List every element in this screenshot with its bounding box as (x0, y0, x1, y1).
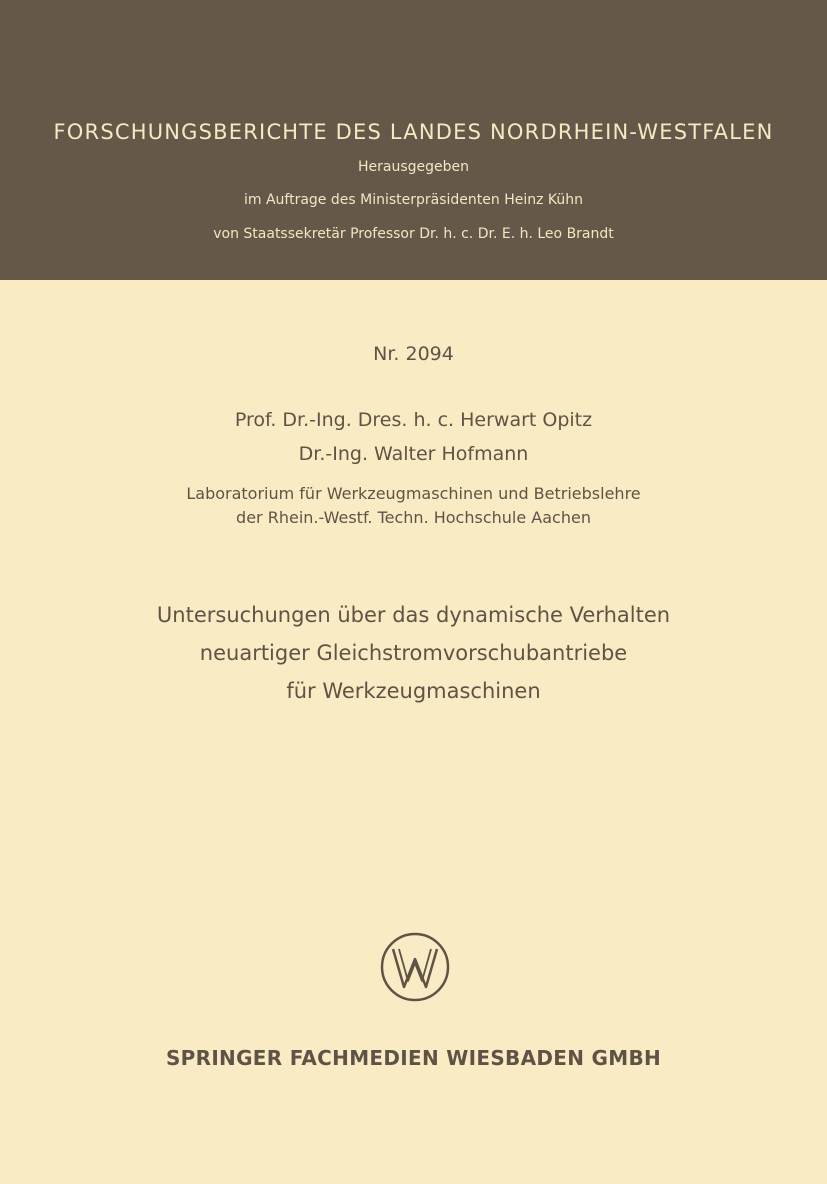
institute-line-1: Laboratorium für Werkzeugmaschinen und Betriebslehre (186, 484, 641, 503)
publisher-name: SPRINGER FACHMEDIEN WIESBADEN GMBH (165, 1046, 662, 1070)
editor-line-secretary: von Staatssekretär Professor Dr. h. c. Dr. E. h. Leo Brandt (213, 226, 614, 242)
report-number: Nr. 2094 (373, 343, 454, 365)
author-hofmann: Dr.-Ing. Walter Hofmann (298, 443, 529, 465)
series-title: FORSCHUNGSBERICHTE DES LANDES NORDRHEIN-WESTFALEN (53, 120, 774, 144)
editor-line-commission: im Auftrage des Ministerpräsidenten Heinz Kühn (243, 192, 584, 208)
report-title-line-1: Untersuchungen über das dynamische Verhalten (156, 603, 671, 627)
report-title-line-3: für Werkzeugmaschinen (286, 679, 541, 703)
editor-line-published: Herausgegeben (357, 159, 469, 175)
report-title-line-2: neuartiger Gleichstromvorschubantriebe (199, 641, 628, 665)
header-band (0, 0, 827, 280)
author-opitz: Prof. Dr.-Ing. Dres. h. c. Herwart Opitz (234, 409, 593, 431)
institute-line-2: der Rhein.-Westf. Techn. Hochschule Aachen (236, 508, 591, 527)
springer-wv-logo-icon (379, 931, 451, 1003)
